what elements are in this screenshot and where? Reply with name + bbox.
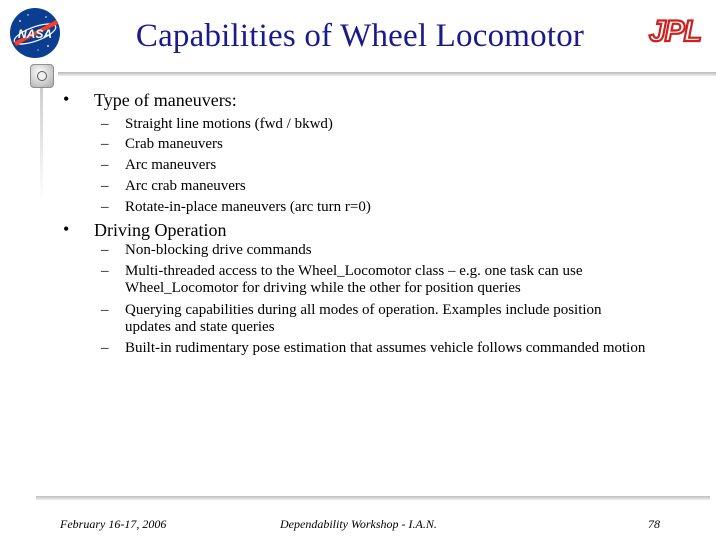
list-item-text: Built-in rudimentary pose estimation that assumes vehicle follows commanded motion [125, 340, 646, 356]
dash-icon: – [101, 178, 109, 194]
nasa-logo-text: NASA [17, 27, 53, 41]
dash-icon: – [101, 199, 109, 215]
list-item-text: Rotate-in-place maneuvers (arc turn r=0) [125, 199, 371, 215]
top-divider [58, 72, 716, 76]
footer-event: Dependability Workshop - I.A.N. [280, 517, 437, 531]
dash-icon: – [101, 116, 109, 132]
list-item-text: Straight line motions (fwd / bkwd) [125, 116, 333, 132]
dash-icon: – [101, 263, 109, 279]
page-number: 78 [648, 517, 660, 531]
list-item-text: Non-blocking drive commands [125, 242, 312, 258]
list-item-text: Multi-threaded access to the Wheel_Locomotor class – e.g. one task can use Wheel_Locomotor for driving while the other for position queries [125, 263, 583, 296]
dash-icon: – [101, 302, 109, 318]
bullet-icon: • [63, 219, 70, 239]
section-label: Driving Operation [94, 220, 227, 240]
list-item-text: Crab maneuvers [125, 136, 223, 152]
list-item-text: Arc maneuvers [125, 157, 217, 173]
left-rail-decoration [40, 78, 43, 200]
list-item-text: Querying capabilities during all modes of operation. Examples include position updates and state queries [125, 302, 602, 335]
rail-knob-decoration [30, 64, 54, 88]
section-label: Type of maneuvers: [94, 90, 237, 110]
jpl-logo-text: JPL [648, 15, 702, 46]
dash-icon: – [101, 136, 109, 152]
footer-date: February 16-17, 2006 [60, 517, 167, 531]
slide-title: Capabilities of Wheel Locomotor [135, 18, 585, 54]
dash-icon: – [101, 340, 109, 356]
list-item-text: Arc crab maneuvers [125, 178, 246, 194]
dash-icon: – [101, 242, 109, 258]
dash-icon: – [101, 157, 109, 173]
bottom-divider [36, 496, 710, 500]
bullet-icon: • [63, 89, 70, 109]
